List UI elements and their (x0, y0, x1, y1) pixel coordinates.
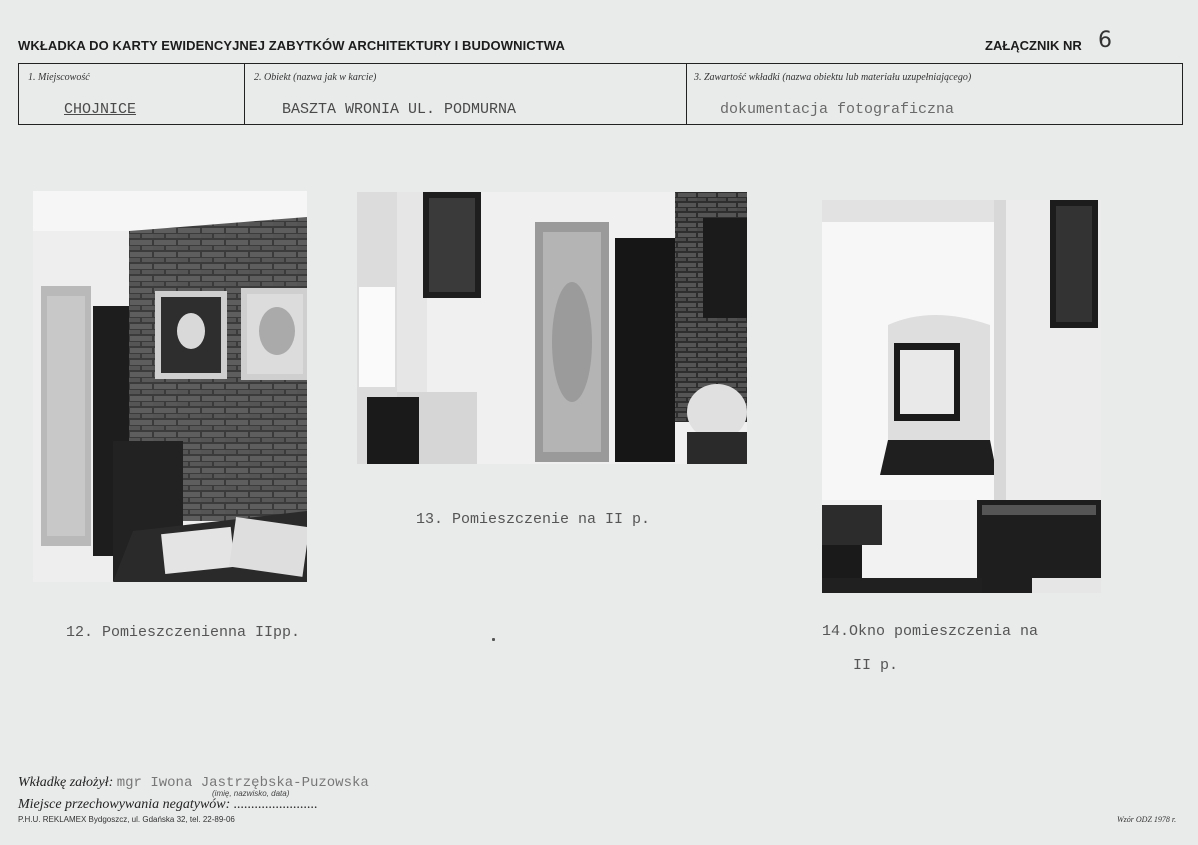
photo-12-caption: 12. Pomieszczenienna IIpp. (66, 624, 301, 641)
field-divider (18, 63, 19, 125)
photo-interior-brick-wall-portraits-icon (33, 191, 307, 582)
field-divider (244, 63, 245, 125)
photo-14 (822, 200, 1101, 593)
negatives-value: ........................ (233, 797, 318, 812)
photo-window-niche-icon (822, 200, 1101, 593)
speck (492, 638, 495, 641)
printer-imprint: P.H.U. REKLAMEX Bydgoszcz, ul. Gdańska 32, tel. 22-89-06 (18, 815, 235, 824)
field-label-locality: 1. Miejscowość (28, 72, 90, 83)
founder-hint: (imię, nazwisko, data) (212, 789, 290, 798)
header-rule-bottom (18, 124, 1182, 125)
attachment-label: ZAŁĄCZNIK NR (985, 38, 1082, 53)
photo-14-caption-line-2: II p. (853, 657, 899, 674)
photo-13 (357, 192, 747, 464)
attachment-number: 6 (1098, 28, 1112, 53)
photo-13-caption: 13. Pomieszczenie na II p. (416, 511, 651, 528)
template-code: Wzór ODZ 1978 r. (1117, 815, 1177, 824)
field-divider (1182, 63, 1183, 125)
field-label-object: 2. Obiekt (nazwa jak w karcie) (254, 72, 377, 83)
founder-label: Wkładkę założył: (18, 775, 114, 790)
field-value-locality: CHOJNICE (64, 101, 137, 118)
negatives-line (18, 797, 318, 813)
header-rule-top (18, 63, 1182, 64)
document-title: WKŁADKA DO KARTY EWIDENCYJNEJ ZABYTKÓW ARCHITEKTURY I BUDOWNICTWA (18, 38, 565, 53)
field-label-contents: 3. Zawartość wkładki (nazwa obiektu lub materiału uzupełniającego) (694, 72, 972, 83)
photo-interior-tapestry-door-icon (357, 192, 747, 464)
negatives-label: Miejsce przechowywania negatywów: (18, 797, 231, 812)
photo-12 (33, 191, 307, 582)
field-divider (686, 63, 687, 125)
founder-line (18, 775, 369, 791)
founder-value: mgr Iwona Jastrzębska-Puzowska (116, 775, 369, 791)
field-value-object: BASZTA WRONIA UL. PODMURNA (282, 101, 517, 118)
field-value-contents: dokumentacja fotograficzna (720, 101, 955, 118)
photo-14-caption-line-1: 14.Okno pomieszczenia na (822, 623, 1039, 640)
